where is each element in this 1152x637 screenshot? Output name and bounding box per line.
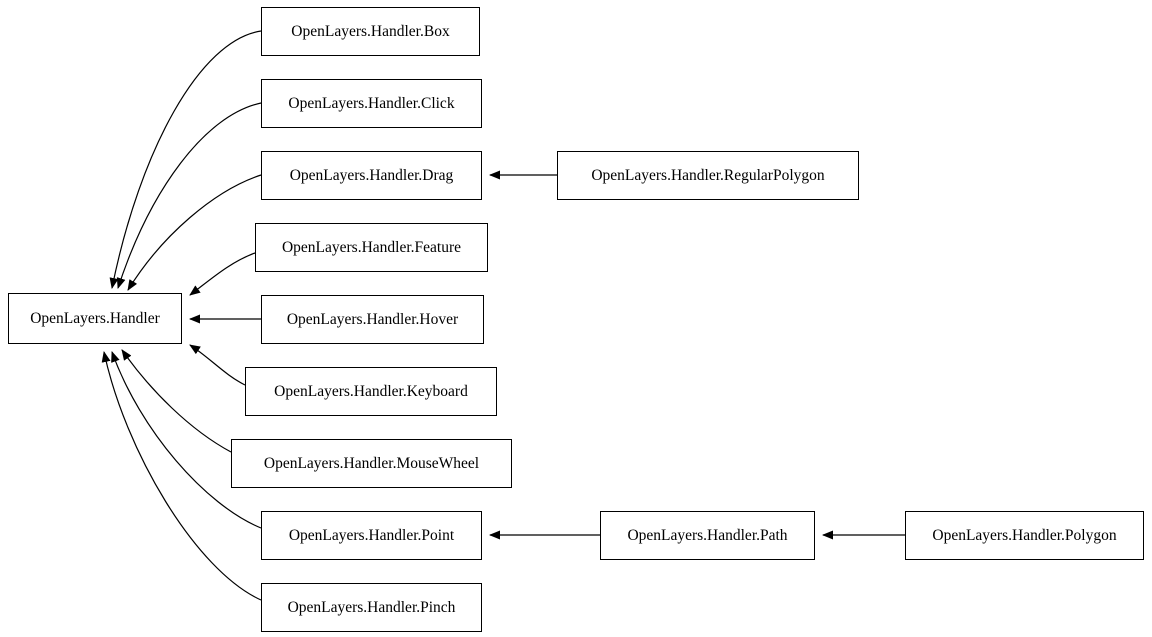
- node-label: OpenLayers.Handler.Hover: [286, 310, 459, 328]
- node-label: OpenLayers.Handler.Path: [627, 526, 788, 544]
- node-handler-point[interactable]: [261, 511, 482, 560]
- node-handler[interactable]: [8, 293, 182, 344]
- node-label: OpenLayers.Handler.Keyboard: [274, 382, 468, 400]
- node-handler-drag[interactable]: [261, 151, 482, 200]
- node-handler-click[interactable]: [261, 79, 482, 128]
- node-label: OpenLayers.Handler.Point: [288, 526, 455, 544]
- node-handler-box[interactable]: [261, 7, 480, 56]
- edge-box-to-handler: [112, 31, 261, 288]
- edge-keyboard-to-handler: [190, 345, 245, 385]
- node-handler-pinch[interactable]: [261, 583, 482, 632]
- node-label: OpenLayers.Handler.Drag: [289, 166, 454, 184]
- node-label: OpenLayers.Handler.Feature: [281, 238, 462, 256]
- node-label: OpenLayers.Handler.Click: [288, 94, 455, 112]
- edge-click-to-handler: [118, 103, 261, 288]
- node-handler-regularpolygon[interactable]: [557, 151, 859, 200]
- node-handler-keyboard[interactable]: [245, 367, 497, 416]
- node-handler-path[interactable]: [600, 511, 815, 560]
- node-handler-polygon[interactable]: [905, 511, 1144, 560]
- edge-feature-to-handler: [190, 253, 255, 295]
- node-label: OpenLayers.Handler.RegularPolygon: [591, 166, 825, 184]
- node-label: OpenLayers.Handler: [30, 309, 160, 327]
- node-label: OpenLayers.Handler.Polygon: [932, 526, 1117, 544]
- node-handler-mousewheel[interactable]: [231, 439, 512, 488]
- node-label: OpenLayers.Handler.MouseWheel: [263, 454, 480, 472]
- node-handler-feature[interactable]: [255, 223, 488, 272]
- node-handler-hover[interactable]: [261, 295, 484, 344]
- node-label: OpenLayers.Handler.Box: [291, 22, 450, 40]
- edge-drag-to-handler: [128, 175, 261, 290]
- edge-mousewheel-to-handler: [122, 350, 231, 452]
- node-label: OpenLayers.Handler.Pinch: [287, 598, 456, 616]
